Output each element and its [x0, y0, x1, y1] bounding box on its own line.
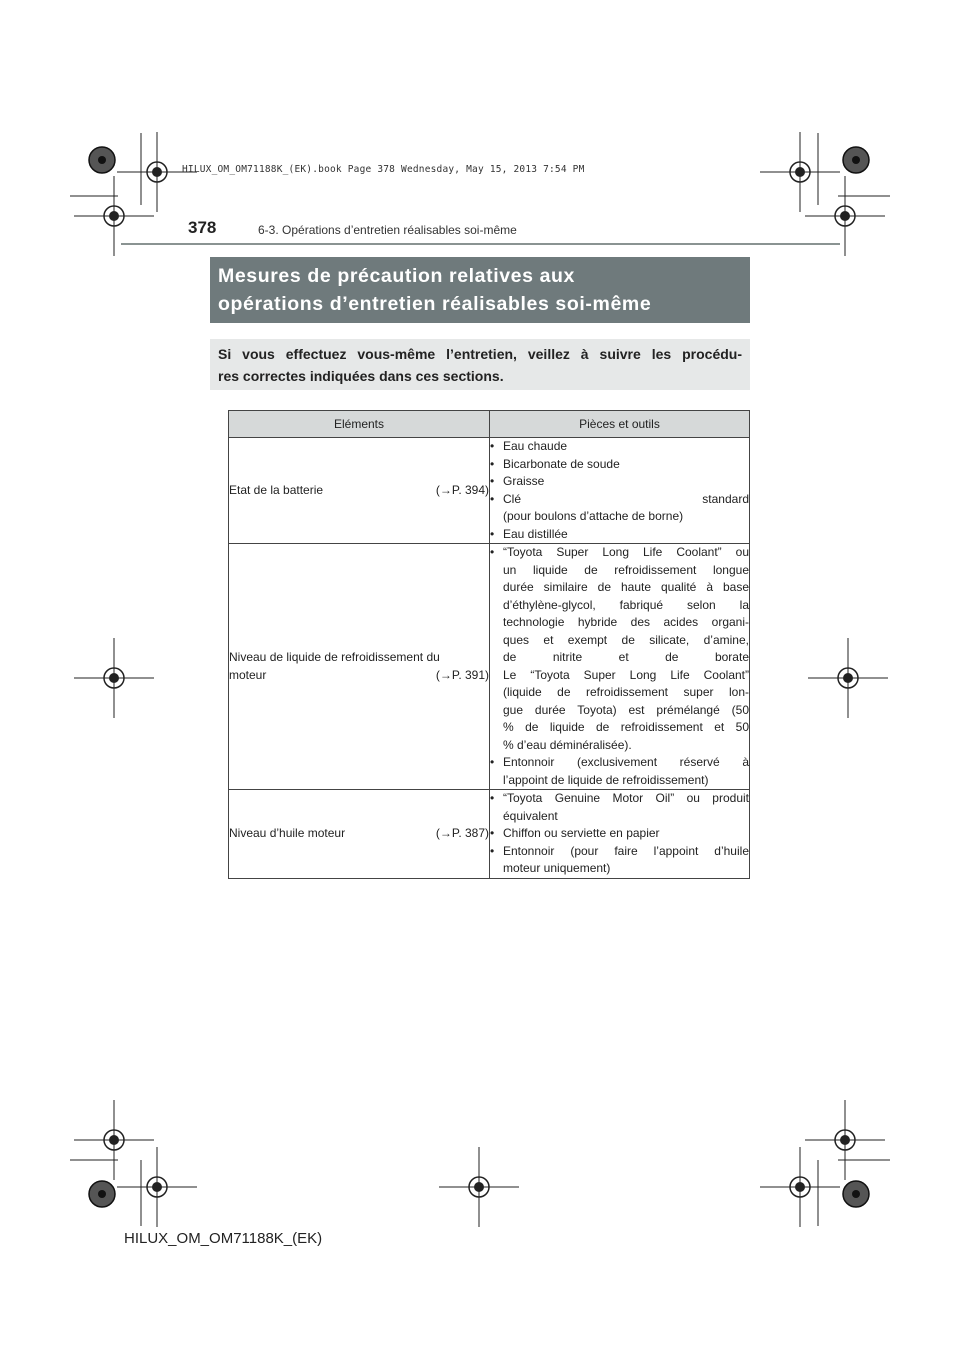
list-item — [490, 843, 749, 878]
header-elements: Eléments — [229, 411, 490, 438]
parts-tools-cell — [490, 544, 750, 790]
list-item-line: gue durée Toyota) est prémélangé (50 — [503, 702, 749, 717]
element-line: Niveau de liquide de refroidissement du — [229, 650, 440, 664]
list-item — [490, 544, 749, 754]
table-header-row — [229, 411, 750, 438]
page-number: 378 — [188, 218, 217, 237]
element-name-ref — [229, 667, 489, 685]
print-info: HILUX_OM_OM71188K_(EK).book Page 378 Wednesday, May 15, 2013 7:54 PM — [182, 164, 585, 175]
bullet-icon: • — [490, 474, 495, 488]
parts-list — [490, 790, 749, 878]
bullet-icon: • — [490, 491, 495, 506]
list-item-line: (pour boulons d’attache de borne) — [503, 509, 684, 523]
list-item-line: ques et exempt de silicate, d’amine, — [503, 632, 749, 647]
table-row — [229, 544, 750, 790]
title-line-2: opérations d’entretien réalisables soi-même — [218, 293, 652, 315]
list-item-line: % de liquide de refroidissement et 50 — [503, 720, 749, 734]
list-item — [490, 825, 749, 843]
list-item-line: moteur uniquement) — [503, 861, 611, 875]
list-item — [490, 754, 749, 789]
list-item-line: durée similaire de haute qualité à base — [503, 580, 749, 594]
list-item-line: de nitrite et de borate — [503, 650, 749, 664]
parts-tools-cell — [490, 790, 750, 879]
table-row — [229, 438, 750, 544]
intro-box — [210, 339, 750, 390]
list-item-line: Chiffon ou serviette en papier — [503, 826, 660, 840]
element-name: Niveau d’huile moteur — [229, 826, 346, 840]
title-banner — [210, 257, 750, 323]
bullet-icon: • — [490, 526, 495, 541]
title-line-1: Mesures de précaution relatives aux — [218, 265, 575, 287]
intro-line-2: res correctes indiquées dans ces sections. — [218, 368, 504, 384]
bullet-icon: • — [490, 826, 495, 840]
parts-list — [490, 544, 749, 789]
element-cell — [229, 544, 490, 790]
element-cell — [229, 790, 490, 879]
parts-list — [490, 438, 749, 543]
page-reference: (→P. 391) — [435, 667, 489, 682]
list-item — [490, 456, 749, 474]
parts-tools-cell — [490, 438, 750, 544]
element-name: Etat de la batterie — [229, 482, 324, 497]
list-item-line: Graisse — [503, 474, 545, 488]
element-cell — [229, 438, 490, 544]
list-item-line: “Toyota Genuine Motor Oil” ou produit — [503, 791, 749, 805]
list-item — [490, 526, 749, 544]
footer-doc-id: HILUX_OM_OM71188K_(EK) — [124, 1230, 323, 1247]
list-item — [490, 790, 749, 825]
list-item — [490, 491, 749, 526]
table-body — [229, 438, 750, 879]
element-name-ref — [229, 482, 489, 500]
list-item-line: Bicarbonate de soude — [503, 456, 620, 471]
bullet-icon: • — [490, 791, 495, 805]
list-item-line: d’éthylène-glycol, fabriqué selon la — [503, 597, 749, 612]
list-item-line: “Toyota Super Long Life Coolant” ou — [503, 545, 749, 559]
list-item — [490, 438, 749, 456]
list-item — [490, 473, 749, 491]
header-parts-tools: Pièces et outils — [490, 411, 750, 438]
list-item-line: Entonnoir (pour faire l’appoint d’huile — [503, 843, 749, 858]
list-item-line: Eau chaude — [503, 439, 568, 453]
bullet-icon: • — [490, 755, 495, 769]
list-item-line: Clé standard — [503, 491, 749, 506]
list-item-line: % d’eau déminéralisée). — [503, 737, 632, 752]
intro-line-1: Si vous effectuez vous-même l’entretien, veillez à suivre les procédu- — [218, 346, 742, 362]
list-item-line: technologie hybride des acides organi- — [503, 615, 749, 629]
table-row — [229, 790, 750, 879]
header-rule — [121, 243, 840, 245]
list-item-line: Entonnoir (exclusivement réservé à — [503, 755, 749, 769]
list-item-line: un liquide de refroidissement longue — [503, 562, 749, 577]
section-title: 6-3. Opérations d’entretien réalisables soi-même — [258, 223, 517, 237]
list-item-line: Eau distillée — [503, 526, 568, 541]
list-item-line: équivalent — [503, 808, 558, 823]
element-name: moteur — [229, 667, 267, 682]
bullet-icon: • — [490, 545, 495, 559]
list-item-line: Le “Toyota Super Long Life Coolant” — [503, 667, 749, 682]
element-name-ref — [229, 825, 489, 843]
list-item-line: l’appoint de liquide de refroidissement) — [503, 772, 709, 787]
page-reference: (→P. 394) — [435, 482, 489, 497]
bullet-icon: • — [490, 439, 495, 453]
list-item-line: (liquide de refroidissement super lon- — [503, 685, 749, 699]
page-reference: (→P. 387) — [435, 826, 489, 840]
bullet-icon: • — [490, 456, 495, 471]
parts-table — [228, 410, 750, 879]
bullet-icon: • — [490, 843, 495, 858]
